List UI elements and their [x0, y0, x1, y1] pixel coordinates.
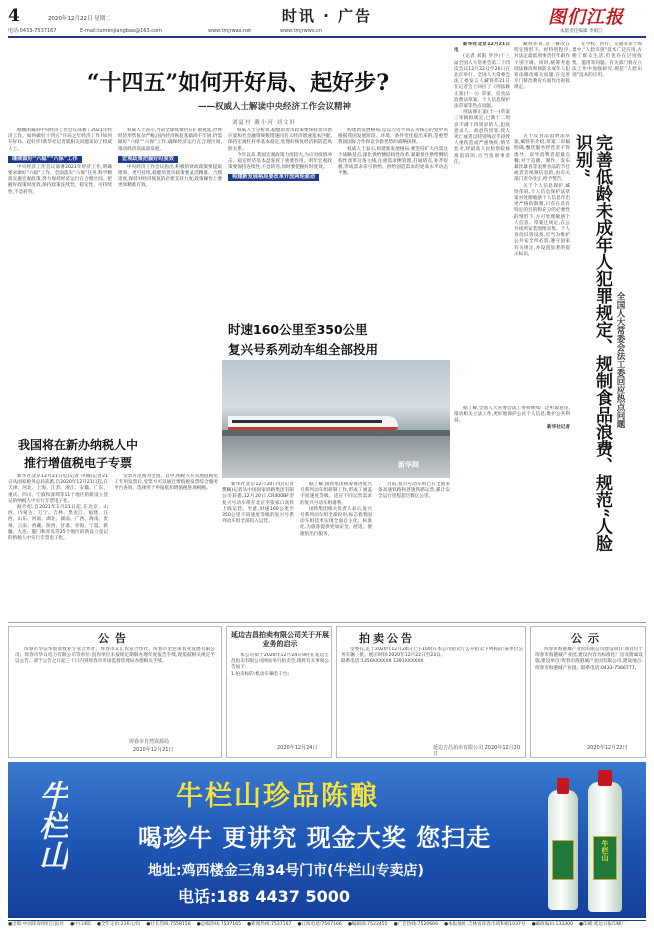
footer-item: ●出版:中国珲春图们江报社 [8, 922, 65, 927]
footer-item: ●编辑部:7523455 [347, 922, 388, 927]
photo-train-window-stripe [232, 420, 382, 423]
lead-subhead-1: 继续做好“六稳”“六保”工作 [8, 156, 82, 163]
train-col-3 [378, 482, 450, 642]
lead-article [8, 42, 450, 314]
ad-address: 地址:鸡西楼金三角34号门市(牛栏山专卖店) [148, 863, 424, 879]
train-title-1: 时速160公里至350公里 [228, 322, 368, 337]
contact-phone: 电话:0433-7537167 [8, 28, 57, 34]
auction-2-body-wrap [341, 647, 523, 737]
ad-bottle-1-label [552, 840, 574, 880]
right-body-6: 在学校、医疗、交通等多个场景中,“人脸识别”技术广泛应用,方便了群众生活,但也存在过度收集、滥用等问题。有关部门将在立法工作中加强研究,规范“人脸识别”技术的应用。 [572, 42, 642, 79]
right-col-2 [514, 42, 570, 132]
vat-col-2 [114, 474, 218, 614]
masthead-logo: 图们江报 [548, 7, 624, 28]
lead-col-1 [8, 128, 112, 314]
auction-2-body: 受委托,定于2020年12月24日上午10时在本公司拍卖厅公开拍卖下列标的:某单位公务车辆一批。展示时间:2020年12月22日至23日。 [341, 647, 523, 659]
lead-subhead-3: 构建新发展格局要改革开放两轮驱动 [228, 174, 319, 181]
footer-item: ●本报地址:吉林省珲春市靖和街1037号 [444, 922, 526, 927]
lead-body-2: 中央经济工作会议部署2021年经济工作,明确要求做好“六稳”工作、全面落实“六保”任务,科学精准实施宏观政策,努力保持经济运行在合理区间。把握好政策时度效,保持政策连续性、稳定性、可持续性,不急转弯。 [8, 164, 112, 195]
lead-col-3 [228, 128, 332, 314]
announcement-title: 公告 [98, 632, 132, 645]
vat-article [8, 434, 218, 614]
vat-body-3: 受票方范围为全国。其中,纳税人开具增值税电子专用发票后,受票方可以通过增值税发票综合服务平台查询、选择用于申报抵扣增值税进项税额。 [114, 474, 218, 492]
footer-item: ●总编热线:7537165 [196, 922, 242, 927]
public-notice-title: 公示 [571, 632, 605, 645]
footer-item: ●社长热线:7558158 [146, 922, 191, 927]
footer-items [8, 921, 646, 928]
lead-body-3: 权威人士表示,当前全球疫情仍在扩散蔓延,世界经济形势复杂严峻,国内经济恢复基础尚不牢固,仍需做好“六稳”“六保”工作,确保经济运行在合理区间,推动经济高质量发展。 [118, 128, 222, 152]
right-col-4 [572, 42, 642, 132]
announcement-signer: 珲春市自然资源局 [129, 739, 170, 745]
train-col-2 [300, 482, 372, 642]
right-col-5 [454, 406, 570, 622]
lead-subhead-2: 宏观政策把握好时度效 [118, 156, 178, 163]
photo-ground [222, 436, 450, 478]
footer-item: ●中日4版 [70, 922, 91, 927]
right-dateline: 新华社北京12月21日电 [454, 42, 510, 54]
notices-rule [8, 622, 646, 623]
right-lead-article [454, 42, 646, 622]
auction-1-block [226, 626, 332, 758]
ad-bottle-2 [588, 782, 622, 912]
footer-item: ●邮政编码:133300 [531, 922, 574, 927]
vat-title-2: 推行增值税电子专票 [24, 456, 133, 470]
vat-title-1: 我国将在新办纳税人中 [18, 438, 139, 452]
lead-subtitle: ——权威人士解读中央经济工作会议精神 [198, 102, 352, 112]
ad-slogan: 喝珍牛 更讲究 现金大奖 您扫走 [138, 824, 492, 852]
right-credit: 新华社记者 [547, 424, 570, 430]
train-body-3: 国铁集团相关负责人表示,复兴号系列动车组全部投用,标志着我国动车组技术实现全面自主化、标准化,为旅客提供更加安全、舒适、便捷的出行服务。 [300, 506, 372, 537]
announcement-body-wrap [15, 647, 215, 737]
right-body-5: 关于个人信息保护,臧铁伟说,个人信息保护法草案对处理敏感个人信息作出更严格的限制,只有在具有特定的目的和充分的必要性的情形下,方可处理敏感个人信息。草案还规定,在公共场所安装图像采集、个人身份识别设备,应当为维护公共安全所必需,遵守国家有关规定,并设置显著的提示标识。 [514, 183, 570, 257]
public-notice-body-wrap [535, 647, 643, 741]
auction-1-contact: 1.拍卖标的:机动车辆若干台; [231, 671, 290, 677]
public-notice-date: 2020年12月22日 [587, 745, 628, 751]
ad-phone: 电话:188 4437 5000 [178, 887, 351, 906]
lead-title: “十四五”如何开好局、起好步? [86, 70, 390, 96]
right-col-3 [514, 134, 570, 384]
right-body-7: 据了解,全国人大常委会法工委将继续广泛听取意见,推动相关立法工作,更好地保护公民个人信息,维护公共利益。 [454, 406, 570, 424]
train-col-1 [222, 482, 294, 642]
lead-body-4: 中央经济工作会议指出,积极的财政政策要提质增效、更可持续,稳健的货币政策要灵活精准、合理适度,保持对经济恢复的必要支持力度,政策操作上要更加精准有效。 [118, 164, 222, 189]
footer-bar [8, 920, 646, 932]
vat-body-2: 据介绍,自2021年1月21日起,在北京、山西、内蒙古、辽宁、吉林、黑龙江、福建、江西、山东、河南、湖北、湖南、广西、海南、贵州、云南、西藏、陕西、甘肃、青海、宁夏、新疆、大连、厦门和青岛等25个地区的新设立登记的纳税人中实行专票电子化。 [8, 505, 108, 542]
right-body-4: 关于反食品浪费法草案,臧铁伟介绍,草案二审稿明确,餐饮服务经营者不得诱导、误导消费者超量点餐;对于直播、制作、发布暴饮暴食等浪费食品的节目或者音视频信息的,由有关部门责令改正,给予警告。 [514, 134, 570, 183]
train-title-2: 复兴号系列动车组全部投用 [228, 342, 379, 357]
section-title: 时讯 · 广告 [281, 7, 373, 25]
lead-body-5: 权威人士分析说,稳健的货币政策要保持货币供应量和社会融资规模增速同名义经济增速基本匹配,保持宏观杠杆率基本稳定,处理好恢复经济和防范风险关系。 [228, 128, 332, 152]
auction-2-block [336, 626, 526, 758]
announcement-block [8, 626, 222, 758]
lead-body-8: 权威人士表示,构建新发展格局,要坚持扩大内需这个战略基点,深化供给侧结构性改革,紧紧扭住供给侧结构性改革这条主线,注重需求侧管理,打通堵点,补齐短板,形成需求牵引供给、供给创造需求的更高水平动态平衡。 [338, 146, 448, 177]
announcement-body: 珲春市华信华宸农牧业专业合作社、珲春市众汇农业合作社、珲春市金达莱农业发展有限公司、珲春市华众电力有限公司等单位:因你单位未按规定期限办理年度报告手续,现依据相关规定予以公告。请于公告之日起三十日内到珲春市市场监督管理局办理相关手续。 [15, 647, 215, 665]
contact-email: E-mail:tumenjiangbao@163.com [80, 28, 162, 34]
photo-watermark: 新华网 [398, 461, 419, 469]
public-notice-body: 珲春市海港城产业园有限公司建设项目:项目位于珲春市海港城产业园,建设内容为标准化厂房及附属设施,建设单位:珲春市海港城产业园有限公司,建设地点:珲春市海港城产业园。联系电话:0433-7566777。 [535, 647, 643, 671]
auction-1-date: 2020年12月24日 [277, 745, 318, 751]
lead-body-7: 构建新发展格局,是以习近平同志为核心的党中央根据我国发展阶段、环境、条件变化提出来的,是重塑我国国际合作和竞争新优势的战略抉择。 [338, 128, 448, 146]
right-vertical-title: 完善低龄未成年人犯罪规定、规制食品浪费、规范“人脸识别” [572, 134, 612, 552]
vat-col-1 [8, 474, 108, 614]
page-header [0, 0, 654, 40]
right-body-2: 刑法修正案(十一)草案三审稿拟规定,已满十二周岁不满十四周岁的人,犯故意杀人、故意伤害罪,致人死亡或者以特别残忍手段致人重伤造成严重残疾,情节恶劣,经最高人民检察院核准追诉的,应当负刑事责任。 [454, 110, 510, 165]
ad-bottle-1-cap [557, 778, 569, 794]
ad-bottle-1 [548, 790, 578, 910]
right-body-1: (记者 刘阳 罗沙)十三届全国人大常委会第二十四次会议12月22日至26日在北京举行。全国人大常委会法工委发言人臧铁伟21日在记者会上回应了《刑法修正案(十一)》草案、反食品浪费法草案、个人信息保护法草案等热点问题。 [454, 54, 510, 110]
lead-body-6: 今年以来,我国宏观政策力度较大,为应对疫情冲击、稳定经济基本盘发挥了重要作用。明年宏观政策要保持连续性,不急转弯,同时要把握好时度效。 [228, 152, 332, 171]
public-notice-block [530, 626, 646, 758]
header-rule [8, 36, 646, 38]
footer-item: ●新闻热线:7537167 [247, 922, 292, 927]
page-number: 4 [8, 6, 20, 26]
auction-2-contact: 联系电话:1356XXXXXX 1391XXXXXX [341, 659, 424, 665]
right-vertical-subtitle: 全国人大常委会法工委回应热点问题 [615, 292, 625, 428]
contact-web2: www.tmjrwws.cn [280, 28, 322, 34]
footer-item: ●订阅电话:7567166 [297, 922, 342, 927]
lead-body-1: 刚刚闭幕的中央经济工作会议部署了2021年经济工作。如何做好十四五“开局之年经济工作?如何开好局、起好步?新华社记者就相关问题采访了权威人士。 [8, 128, 112, 152]
liquor-ad [8, 762, 646, 918]
train-photo [222, 360, 450, 478]
auction-2-title: 拍卖公告 [359, 632, 415, 645]
photo-train-body [228, 416, 398, 430]
footer-item: ●广告热线:7520666 [393, 922, 438, 927]
auction-2-date: 延边吉昌拍卖有限公司 2020年12月20日 [433, 745, 521, 757]
lead-col-4 [338, 128, 448, 314]
train-body-4: 目前,复兴号动车组已在全国多条高速铁路和普速铁路运营,累计安全运行里程超过数亿公里。 [378, 482, 450, 500]
auction-1-title: 延边吉昌拍卖有限公司关于开展业务的启示 [231, 631, 329, 648]
contact-bar [8, 26, 548, 36]
ad-brush-logo: 牛栏山 [33, 780, 68, 870]
editor-line: 本版责任编辑 李娟江 [560, 29, 603, 34]
issue-date: 2020年12月22日 星期二 [48, 16, 111, 22]
ad-bottle-2-label [593, 836, 617, 880]
vat-body-1: 新华社北京12月21日电(记者 申铖)记者21日从国家税务总局获悉,自2020年12月21日起,在天津、河北、上海、江苏、浙江、安徽、广东、重庆、四川、宁波和深圳等11个地区的新设立登记的纳税人中实行专票电子化。 [8, 474, 108, 504]
ad-bottle-2-cap [598, 770, 612, 786]
ad-title: 牛栏山珍品陈酿 [176, 781, 379, 812]
lead-col-2 [118, 128, 222, 314]
footer-item: ●全年定价:216元/份 [96, 922, 141, 927]
contact-web: www.tmjrwas.net [208, 28, 252, 34]
announcement-date: 2020年12月21日 [133, 747, 174, 753]
auction-1-body-wrap [231, 653, 329, 733]
lead-byline: 刘夏村 戴小河 刘文轩 [232, 120, 296, 126]
footer-item: ●印刷:延边日报印刷厂 [579, 922, 626, 927]
train-body-2: 据了解,国铁集团统筹推进复兴号系列动车组研制工作,形成了涵盖不同速度等级、适应不同运营需求的复兴号动车组谱系。 [300, 482, 372, 506]
right-col-1 [454, 42, 510, 402]
train-body-1: 新华社北京12月20日电(记者 樊曦)记者从中国国家铁路集团有限公司获悉,12月20日,CR400BF型复兴号动车组在北京至张家口高铁上线运营。至此,时速160公里至350公里不同速度等级的复兴号系列动车组全部投入运营。 [222, 482, 294, 525]
auction-1-body: 本公司拟于2020年12月24日9时在延边吉昌拍卖有限公司网站举行拍卖会,现将有关事项公告如下: [231, 653, 329, 671]
train-article [222, 314, 450, 644]
right-body-3: 臧铁伟说,这一修改在特定情形下、经特别程序,对法定最低刑事责任年龄作个别下调。同时,统筹考虑刑法修改和预防未成年人犯罪法修改相关问题,在完善专门矫治教育方面作出衔接规定。 [514, 42, 570, 91]
ad-bottle-2-label-text: 牛栏山 [601, 840, 609, 861]
